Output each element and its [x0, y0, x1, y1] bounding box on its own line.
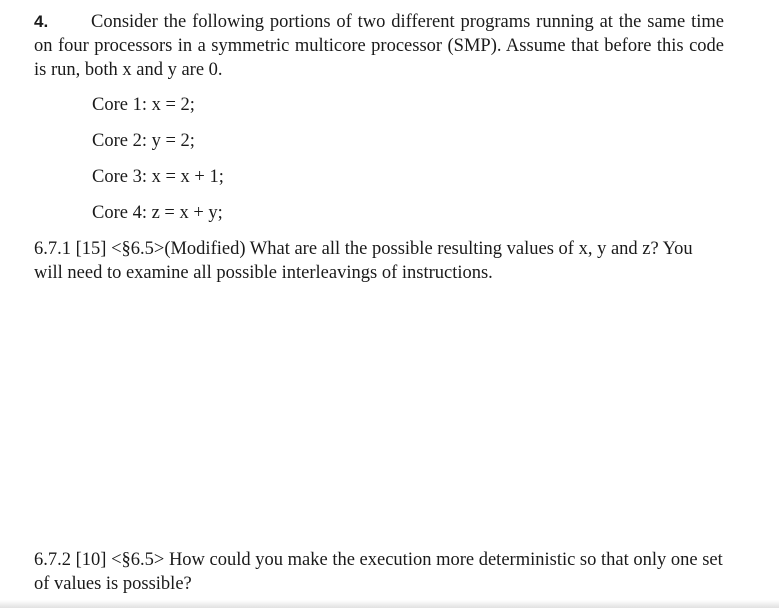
question-intro-text: Consider the following portions of two different programs running at the same time on four processors in a symmetric multicore processor (SMP). Assume that before this code is run, both x and y are 0. [34, 12, 724, 80]
code-line-core-4: Core 4: z = x + y; [92, 203, 223, 223]
page-bottom-edge [0, 600, 779, 608]
question-number: 4. [34, 12, 49, 31]
exercise-6-7-2: 6.7.2 [10] <§6.5> How could you make the execution more deterministic so that only one set of values is possible? [34, 550, 723, 594]
code-line-core-3: Core 3: x = x + 1; [92, 167, 224, 187]
question-intro-paragraph [34, 10, 724, 82]
exercise-6-7-1: 6.7.1 [15] <§6.5>(Modified) What are all the possible resulting values of x, y and z? You will need to examine all possible interleavings of instructions. [34, 239, 693, 283]
code-line-core-1: Core 1: x = 2; [92, 95, 195, 115]
code-line-core-2: Core 2: y = 2; [92, 131, 195, 151]
